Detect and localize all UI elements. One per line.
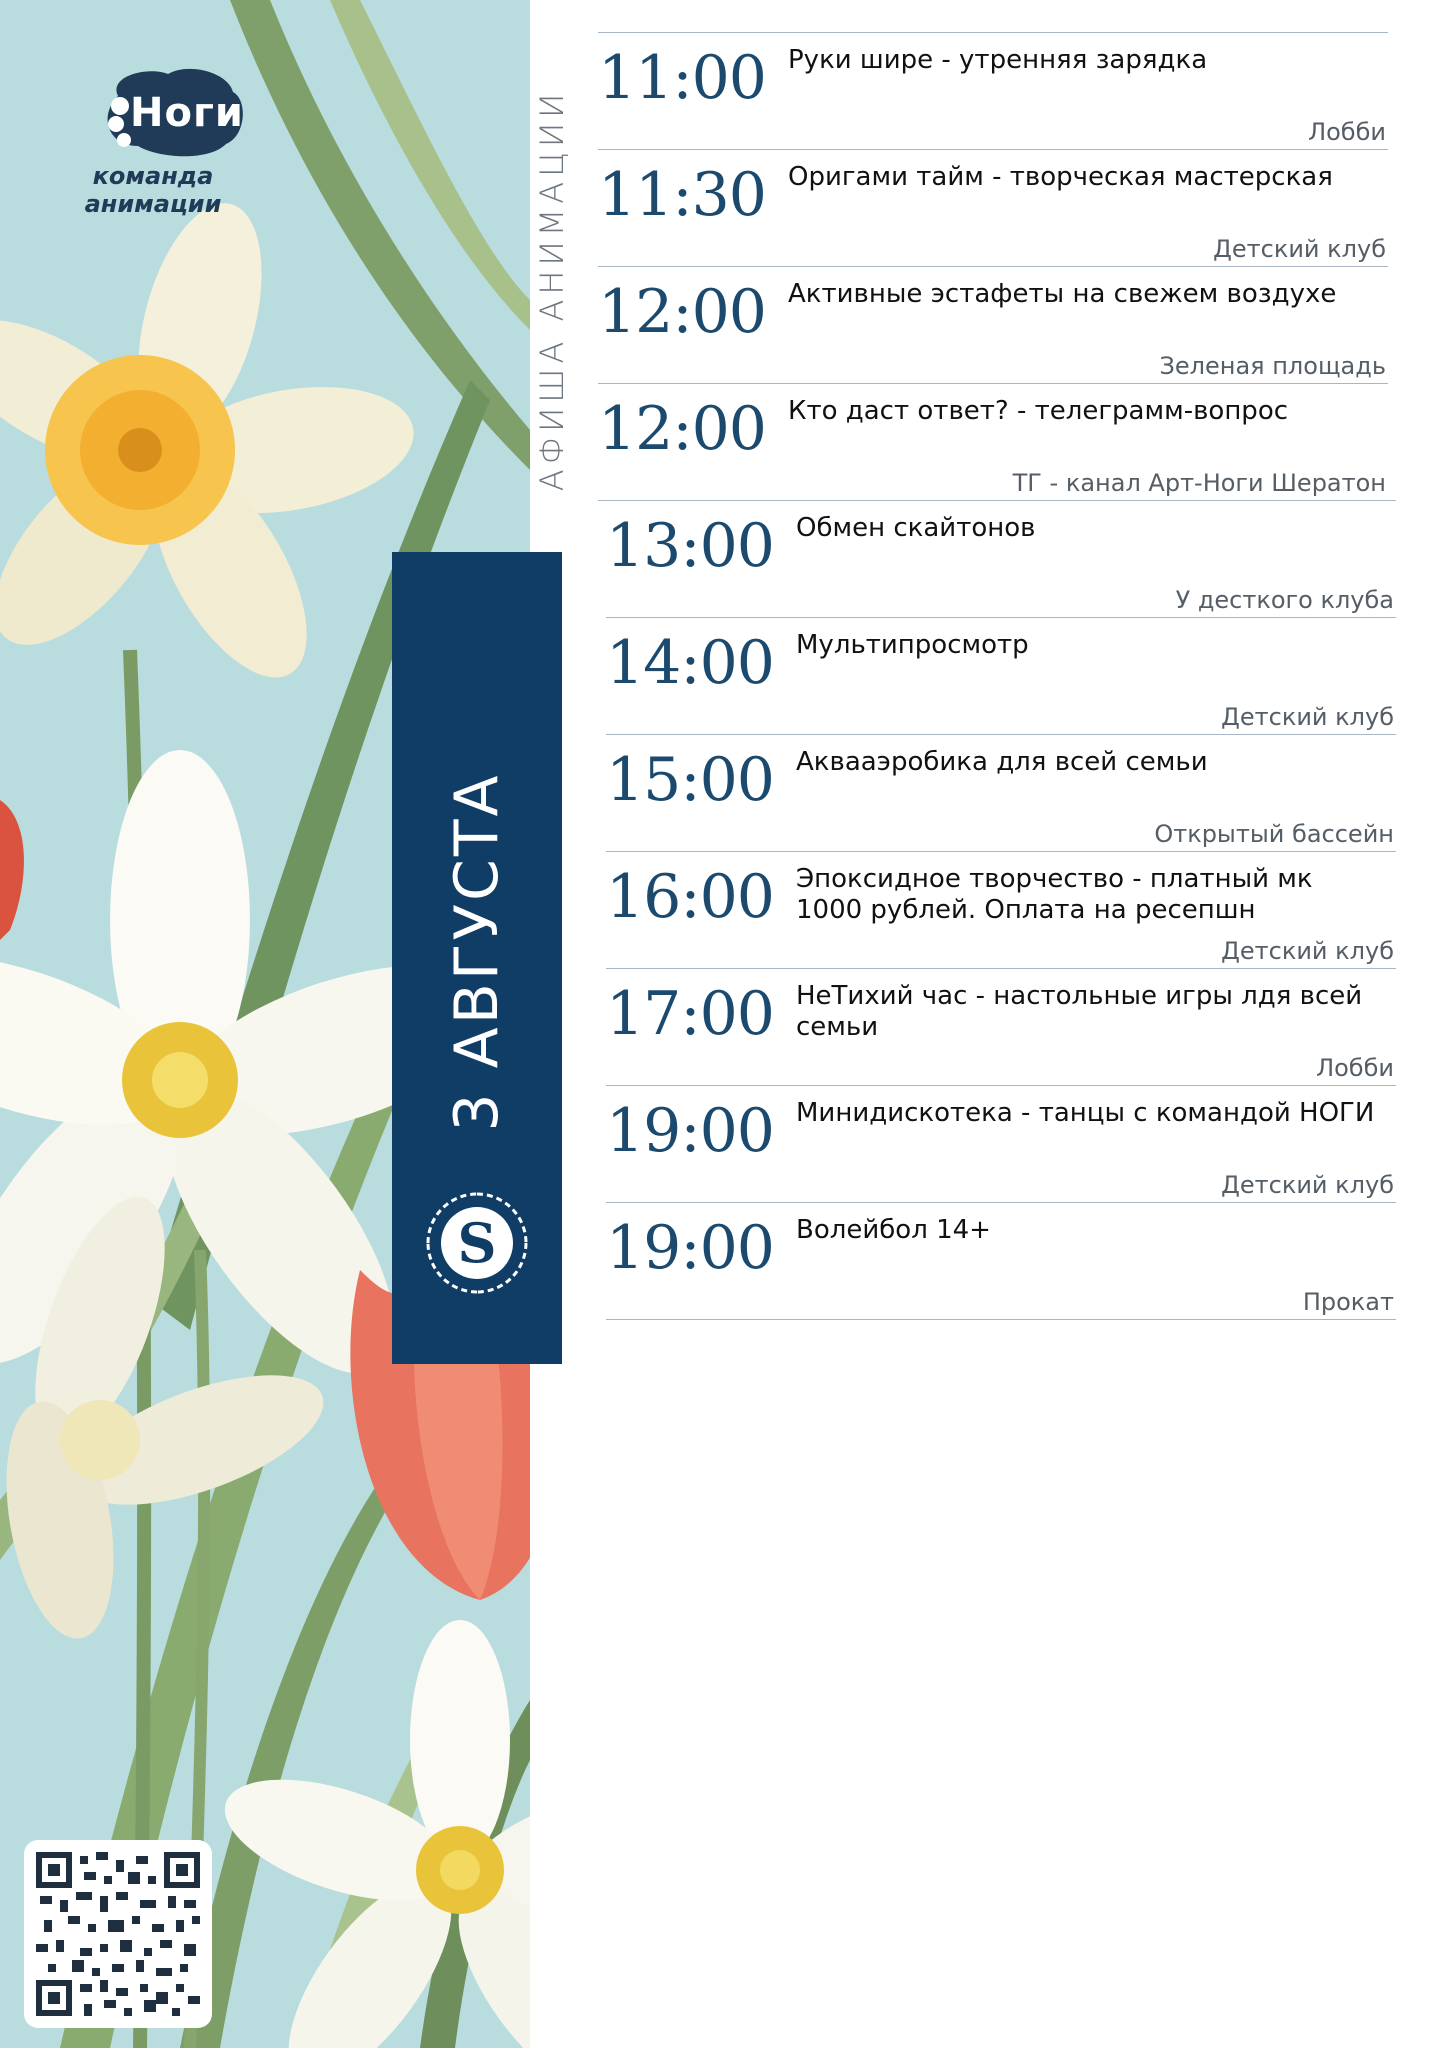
event-time: 19:00 <box>606 1096 774 1166</box>
nogi-logo <box>38 40 268 218</box>
event-place: Детский клуб <box>1221 1171 1394 1199</box>
qr-code-icon <box>36 1852 200 2016</box>
event-date: 3 АВГУСТА <box>442 772 512 1132</box>
logo-tagline: команда анимации <box>84 162 222 218</box>
list-item <box>598 383 1388 501</box>
schedule-list <box>598 32 1388 501</box>
schedule-list <box>606 500 1396 1320</box>
list-item <box>606 617 1396 734</box>
poster-caption: АФИША АНИМАЦИИ <box>533 88 571 492</box>
event-place: Детский клуб <box>1213 235 1386 263</box>
list-item <box>598 32 1388 149</box>
event-title: Минидискотека - танцы с командой НОГИ <box>796 1098 1375 1128</box>
sheraton-logo-icon <box>422 1188 532 1298</box>
event-time: 15:00 <box>606 745 774 815</box>
qr-code[interactable] <box>24 1840 212 2028</box>
event-place: Прокат <box>1302 1288 1394 1316</box>
event-time: 11:30 <box>598 160 766 230</box>
list-item <box>606 734 1396 851</box>
date-banner <box>392 552 562 1364</box>
event-title: Руки шире - утренняя зарядка <box>788 45 1208 75</box>
event-title: Мультипросмотр <box>796 630 1029 660</box>
event-place: Детский клуб <box>1221 937 1394 965</box>
event-time: 19:00 <box>606 1213 774 1283</box>
event-time: 16:00 <box>606 862 774 932</box>
event-title: Обмен скайтонов <box>796 513 1036 543</box>
list-item <box>606 851 1396 968</box>
event-time: 14:00 <box>606 628 774 698</box>
event-place: У десткого клуба <box>1175 586 1394 614</box>
event-title: НеТихий час - настольные игры лдя всей семьи <box>796 981 1363 1042</box>
event-time: 17:00 <box>606 979 774 1049</box>
event-time: 11:00 <box>598 43 766 113</box>
event-title: Кто даст ответ? - телеграмм-вопрос <box>788 396 1289 426</box>
event-time: 12:00 <box>598 277 766 347</box>
event-place: Открытый бассейн <box>1154 820 1394 848</box>
event-title: Оригами тайм - творческая мастерская <box>788 162 1333 192</box>
list-item <box>598 149 1388 266</box>
event-time: 12:00 <box>598 394 766 464</box>
list-item <box>606 968 1396 1085</box>
list-item <box>606 500 1396 617</box>
event-place: Зеленая площадь <box>1159 352 1386 380</box>
event-place: Лобби <box>1316 1054 1394 1082</box>
event-title: Активные эстафеты на свежем воздухе <box>788 279 1337 309</box>
event-place: Детский клуб <box>1221 703 1394 731</box>
list-item <box>598 266 1388 383</box>
event-place: Лобби <box>1308 118 1386 146</box>
event-time: 13:00 <box>606 511 774 581</box>
logo-text: Ноги <box>130 90 244 136</box>
event-title: Эпоксидное творчество - платный мк 1000 рублей. Оплата на ресепшн <box>796 864 1313 925</box>
event-title: Аквааэробика для всей семьи <box>796 747 1208 777</box>
event-place: ТГ - канал Арт-Ноги Шератон <box>1012 469 1386 497</box>
list-item <box>606 1202 1396 1320</box>
list-item <box>606 1085 1396 1202</box>
event-title: Волейбол 14+ <box>796 1215 991 1245</box>
hotel-logo-letter: S <box>457 1211 497 1275</box>
